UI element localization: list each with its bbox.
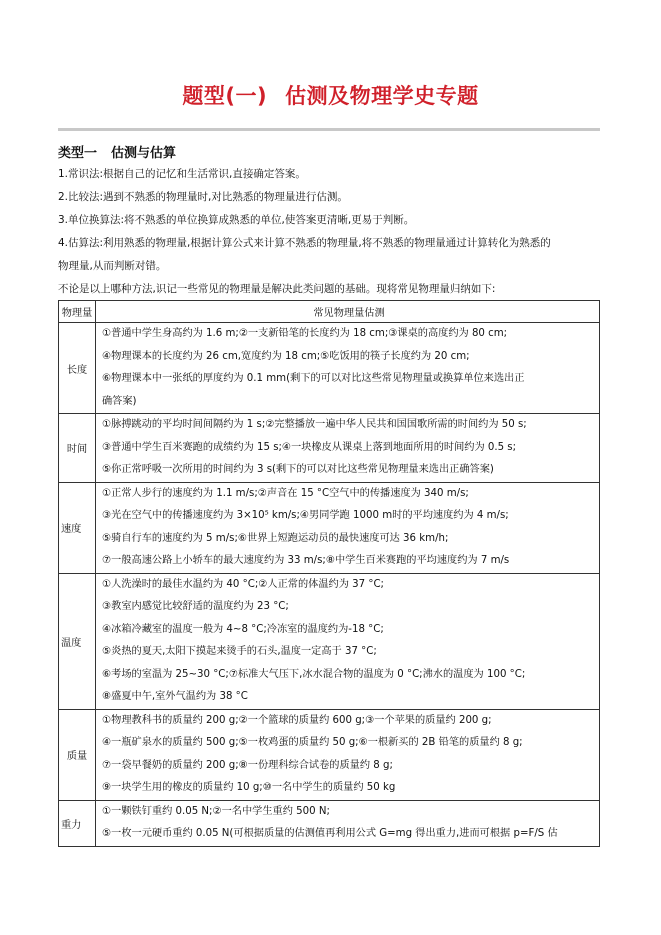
row-line: ①一颗铁钉重约 0.05 N;②一名中学生重约 500 N;	[102, 805, 330, 817]
table-row-speed	[59, 482, 600, 573]
row-category: 长度	[59, 323, 96, 414]
row-content	[96, 323, 600, 414]
intro-paragraph-2: 2.比较法:遇到不熟悉的物理量时,对比熟悉的物理量进行估测。	[58, 191, 348, 203]
row-line: 确答案)	[102, 395, 137, 407]
table-row-mass	[59, 709, 600, 800]
section-name: 估测与估算	[111, 146, 177, 161]
row-content	[96, 414, 600, 483]
row-line: ①正常人步行的速度约为 1.1 m/s;②声音在 15 °C空气中的传播速度为 340 m/s;	[102, 487, 469, 499]
header-estimates: 常见物理量估测	[96, 301, 600, 323]
row-line: ⑦一般高速公路上小轿车的最大速度约为 33 m/s;⑧中学生百米赛跑的平均速度约为 7 m/s	[102, 555, 510, 566]
row-category: 温度	[59, 573, 96, 709]
row-line: ⑤你正常呼吸一次所用的时间约为 3 s(剩下的可以对比这些常见物理量来选出正确答案)	[102, 464, 494, 475]
title-part1: 题型(一)	[182, 84, 268, 108]
title-part2: 估测及物理学史专题	[285, 84, 479, 108]
table-row-time	[59, 414, 600, 483]
section-heading	[58, 142, 176, 161]
row-line: ⑥考场的室温为 25~30 °C;⑦标准大气压下,冰水混合物的温度为 0 °C;沸水的温度为 100 °C;	[102, 668, 526, 680]
row-line: ④一瓶矿泉水的质量约 500 g;⑤一枚鸡蛋的质量约 50 g;⑥一根新买的 2B 铅笔的质量约 8 g;	[102, 737, 523, 748]
row-line: ⑦一袋早餐奶的质量约 200 g;⑧一份理科综合试卷的质量约 8 g;	[102, 759, 393, 771]
table-row-length	[59, 323, 600, 414]
row-category: 重力	[59, 800, 96, 846]
row-line: ⑨一块学生用的橡皮的质量约 10 g;⑩一名中学生的质量约 50 kg	[102, 782, 396, 793]
row-line: ⑤炎热的夏天,太阳下摸起来烫手的石头,温度一定高于 37 °C;	[102, 646, 377, 657]
row-line: ④冰箱冷藏室的温度一般为 4~8 °C;冷冻室的温度约为-18 °C;	[102, 623, 384, 635]
row-line: ⑤一枚一元硬币重约 0.05 N(可根据质量的估测值再利用公式 G=mg 得出重力,进而可根据 p=F/S 估	[102, 828, 558, 839]
row-content	[96, 800, 600, 846]
row-line: ③教室内感觉比较舒适的温度约为 23 °C;	[102, 601, 289, 612]
row-line: ⑧盛夏中午,室外气温约为 38 °C	[102, 691, 248, 702]
table-row-temperature	[59, 573, 600, 709]
row-content	[96, 573, 600, 709]
row-line: ③普通中学生百米赛跑的成绩约为 15 s;④一块橡皮从课桌上落到地面所用的时间约为 0.5 s;	[102, 441, 517, 453]
intro-paragraph-4-cont: 物理量,从而判断对错。	[58, 260, 167, 272]
intro-paragraph-1: 1.常识法:根据自己的记忆和生活常识,直接确定答案。	[58, 168, 306, 180]
table-row-gravity	[59, 800, 600, 846]
section-label: 类型一	[58, 146, 98, 161]
row-category: 速度	[59, 482, 96, 573]
row-content	[96, 482, 600, 573]
header-quantity: 物理量	[59, 301, 96, 323]
row-line: ③光在空气中的传播速度约为 3×10⁵ km/s;④男同学跑 1000 m时的平均速度约为 4 m/s;	[102, 510, 509, 521]
row-content	[96, 709, 600, 800]
title-divider	[58, 128, 600, 131]
row-category: 时间	[59, 414, 96, 483]
row-category: 质量	[59, 709, 96, 800]
row-line: ①人洗澡时的最佳水温约为 40 °C;②人正常的体温约为 37 °C;	[102, 578, 384, 590]
intro-paragraph-3: 3.单位换算法:将不熟悉的单位换算成熟悉的单位,使答案更清晰,更易于判断。	[58, 214, 415, 226]
row-line: ①物理教科书的质量约 200 g;②一个篮球的质量约 600 g;③一个苹果的质量约 200 g;	[102, 714, 492, 726]
row-line: ⑤骑自行车的速度约为 5 m/s;⑥世界上短跑运动员的最快速度可达 36 km/h;	[102, 532, 449, 544]
intro-paragraph-5: 不论是以上哪种方法,识记一些常见的物理量是解决此类问题的基础。现将常见物理量归纳如下:	[58, 283, 496, 295]
row-line: ①脉搏跳动的平均时间间隔约为 1 s;②完整播放一遍中华人民共和国国歌所需的时间约为 50 s;	[102, 419, 527, 430]
table-header-row	[59, 301, 600, 323]
row-line: ④物理课本的长度约为 26 cm,宽度约为 18 cm;⑤吃饭用的筷子长度约为 20 cm;	[102, 350, 470, 362]
physics-estimates-table	[58, 300, 600, 847]
row-line: ①普通中学生身高约为 1.6 m;②一支新铅笔的长度约为 18 cm;③课桌的高度约为 80 cm;	[102, 328, 508, 339]
row-line: ⑥物理课本中一张纸的厚度约为 0.1 mm(剩下的可以对比这些常见物理量或换算单位来选出正	[102, 373, 525, 384]
page-title	[0, 80, 661, 110]
intro-paragraph-4: 4.估算法:利用熟悉的物理量,根据计算公式来计算不熟悉的物理量,将不熟悉的物理量通过计算转化为熟悉的	[58, 237, 551, 249]
